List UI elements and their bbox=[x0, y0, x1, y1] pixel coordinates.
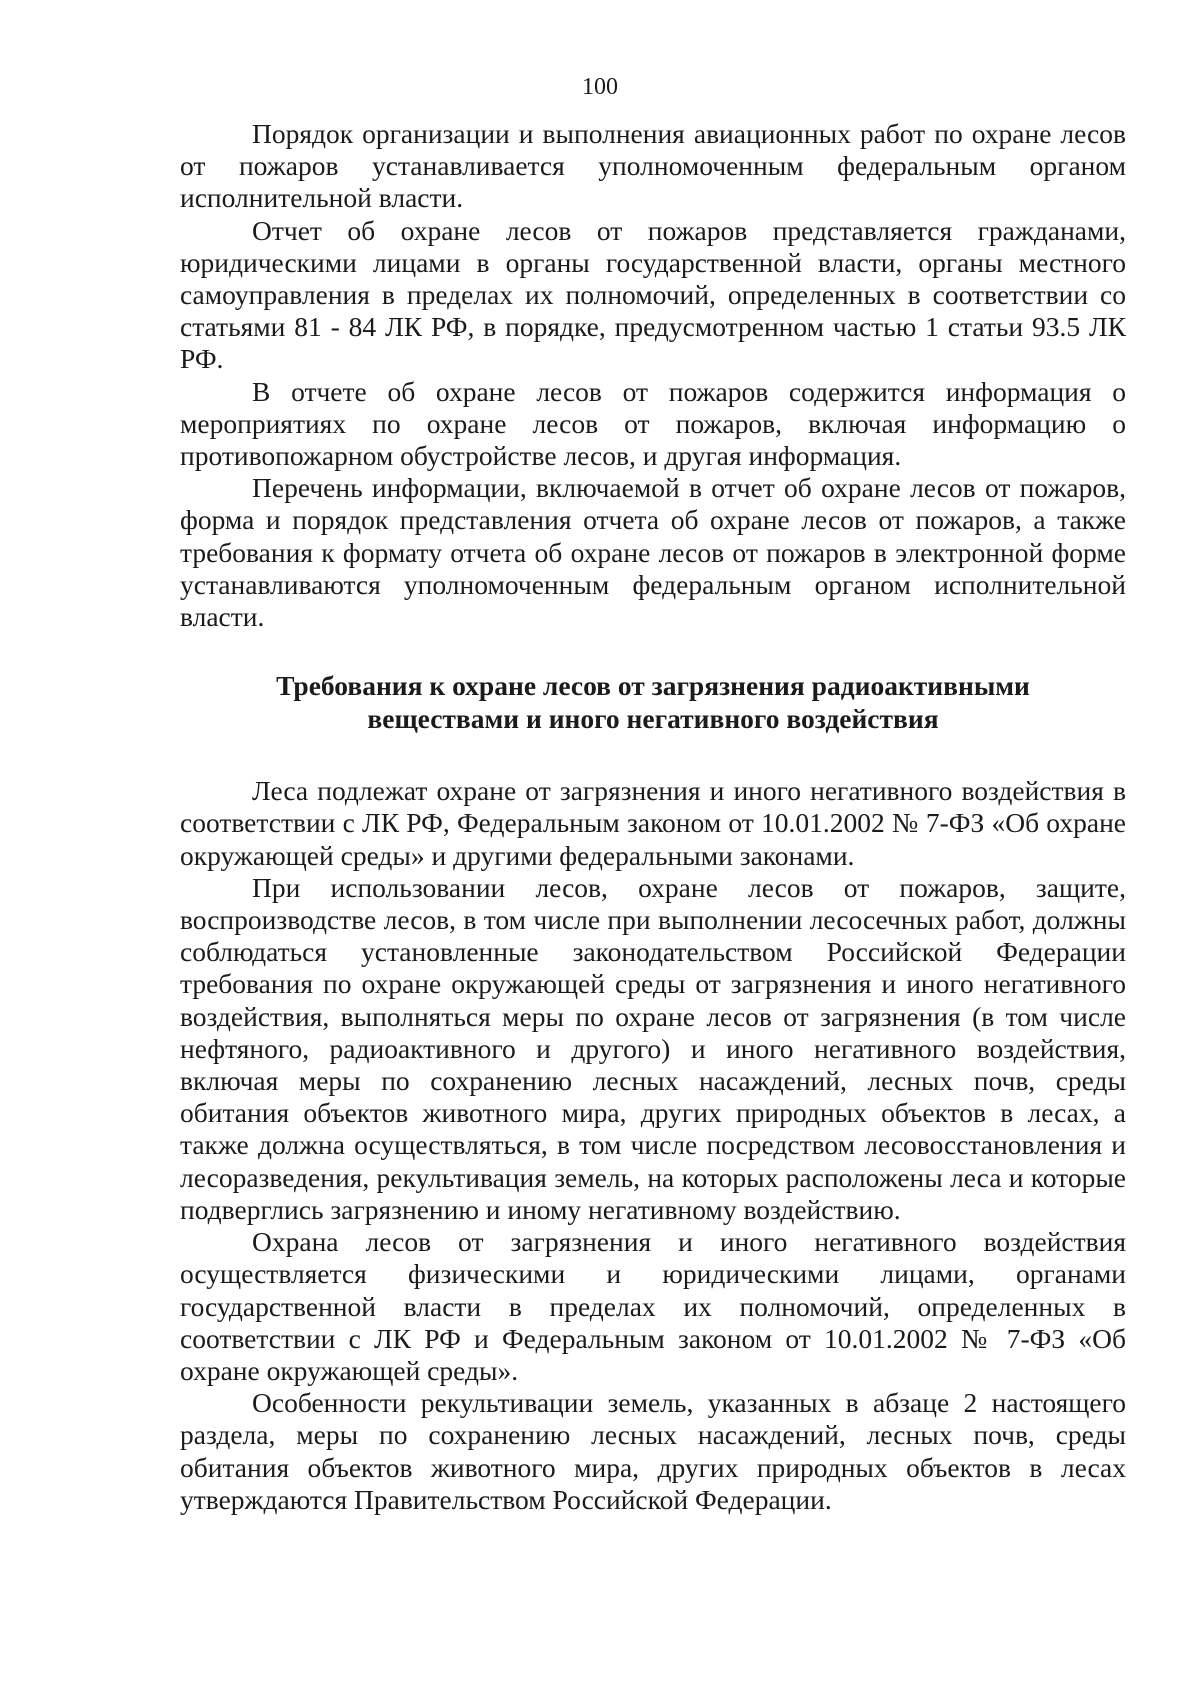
paragraph-environmental-requirements: При использовании лесов, охране лесов от пожаров, защите, воспроизводстве лесов, в том числе при выполнении лесосечных работ, должны соблюдаться установленные законодательством Российской Федерации требования по охране окружающей среды от загрязнения и иного негативного воздействия, выполняться меры по охране лесов от загрязнения (в том числе нефтяного, радиоактивного и другого) и иного негативного воздействия, включая меры по сохранению лесных насаждений, лесных почв, среды обитания объектов животного мира, других природных объектов в лесах, а также должна осуществляться, в том числе посредством лесовосстановления и лесоразведения, рекультивация земель, на которых расположены леса и которые подверглись загрязнению и иному негативному воздействию. bbox=[180, 871, 1126, 1225]
paragraph-fire-report-format: Перечень информации, включаемой в отчет об охране лесов от пожаров, форма и порядок представления отчета об охране лесов от пожаров, а также требования к формату отчета об охране лесов от пожаров в электронной форме устанавливаются уполномоченным федеральным органом исполнительной власти. bbox=[180, 472, 1126, 633]
paragraph-fire-report-contents: В отчете об охране лесов от пожаров содержится информация о мероприятиях по охране лесов от пожаров, включая информацию о противопожарном обустройстве лесов, и другая информация. bbox=[180, 375, 1126, 472]
paragraph-aviation-works: Порядок организации и выполнения авиационных работ по охране лесов от пожаров устанавливается уполномоченным федеральным органом исполнительной власти. bbox=[180, 118, 1126, 214]
document-body bbox=[180, 118, 1126, 1516]
page-number: 100 bbox=[582, 74, 618, 100]
paragraph-protection-actors: Охрана лесов от загрязнения и иного негативного воздействия осуществляется физическими и юридическими лицами, органами государственной власти в пределах их полномочий, определенных в соответствии с ЛК РФ и Федеральным законом от 10.01.2002 № 7-ФЗ «Об охране окружающей среды». bbox=[180, 1226, 1126, 1386]
paragraph-fire-report-submission: Отчет об охране лесов от пожаров представляется гражданами, юридическими лицами в органы государственной власти, органы местного самоуправления в пределах их полномочий, определенных в соответствии со статьями 81 - 84 ЛК РФ, в порядке, предусмотренном частью 1 статьи 93.5 ЛК РФ. bbox=[180, 214, 1126, 375]
paragraph-forests-protection-law: Леса подлежат охране от загрязнения и иного негативного воздействия в соответствии с ЛК РФ, Федеральным законом от 10.01.2002 № 7-ФЗ «Об охране окружающей среды» и другими федеральными законами. bbox=[180, 775, 1126, 871]
section-heading bbox=[180, 669, 1126, 735]
section-heading-line-1: Требования к охране лесов от загрязнения радиоактивными bbox=[276, 670, 1030, 702]
paragraph-reclamation-features: Особенности рекультивации земель, указанных в абзаце 2 настоящего раздела, меры по сохранению лесных насаждений, лесных почв, среды обитания объектов животного мира, других природных объектов в лесах утверждаются Правительством Российской Федерации. bbox=[180, 1387, 1126, 1515]
section-heading-line-2: веществами и иного негативного воздействия bbox=[367, 703, 939, 735]
